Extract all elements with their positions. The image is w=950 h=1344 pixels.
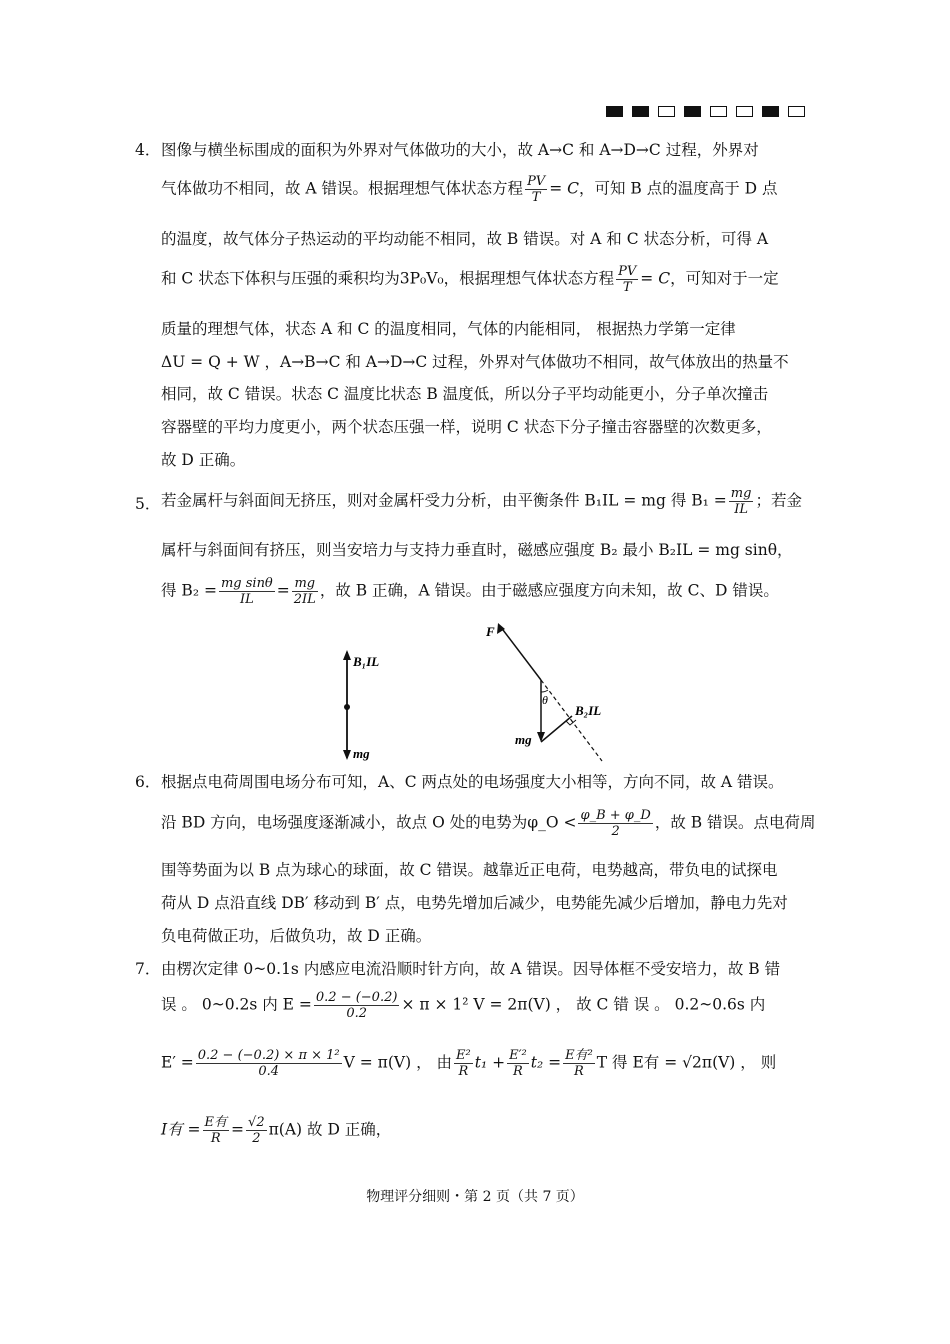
q6-line-2	[161, 808, 816, 839]
mark-2	[632, 106, 649, 117]
q6-line-4: 荷从 D 点沿直线 DB′ 移动到 B′ 点，电势先增加后减少，电势能先减少后增加，静电力先对	[161, 894, 788, 912]
q7-line-4-tail: π(A) 故 D 正确，	[268, 1120, 392, 1139]
q7-f6-num: E有	[204, 1115, 228, 1130]
q5-line-2: 属杆与斜面间有挤压，则当安培力与支持力垂直时，磁感应强度 B₂ 最小 B₂IL = mg sinθ，	[161, 541, 793, 559]
fig1-label-top: B₁IL	[353, 654, 380, 669]
force-diagram-1	[320, 640, 420, 770]
fig1-center-dot	[344, 704, 350, 710]
q4-formula-2	[616, 264, 638, 295]
q7-f4-num: E′²	[509, 1048, 527, 1063]
fig2-b2-line	[541, 716, 572, 742]
mark-1	[606, 106, 623, 117]
q5-line-3-tail: ，故 B 正确，A 错误。由于磁感应强度方向未知，故 C、D 错误。	[319, 581, 779, 600]
q5-formula-b1	[729, 486, 754, 517]
q4-line-2	[161, 174, 778, 205]
fig2-label-b2: B₂IL	[575, 703, 602, 718]
q5-f1-den: IL	[734, 502, 749, 517]
q5-eq: =	[276, 581, 290, 600]
q6-line-2-tail: ，故 B 错误。点电荷周	[654, 813, 816, 832]
q7-number: 7．	[135, 960, 161, 978]
q6-number: 6．	[135, 773, 161, 791]
q5-line-3-text: 得 B₂ =	[161, 581, 217, 600]
fig1-arrow-down	[343, 750, 351, 760]
q7-formula-e2	[196, 1048, 342, 1079]
mark-4	[684, 106, 701, 117]
mark-6	[736, 106, 753, 117]
q7-f7-den: 2	[252, 1131, 261, 1146]
mark-7	[762, 106, 779, 117]
q4-line-1: 图像与横坐标围成的面积为外界对气体做功的大小，故 A→C 和 A→D→C 过程，外界对	[161, 141, 759, 159]
q7-line-1: 由楞次定律 0~0.1s 内感应电流沿顺时针方向，故 A 错误。因导体框不受安培力，故 B 错	[161, 960, 781, 978]
q4-frac2-den: T	[622, 280, 632, 295]
q7-line-3-text: E′ =	[161, 1053, 194, 1072]
q5-line-1-text: 若金属杆与斜面间无挤压，则对金属杆受力分析，由平衡条件 B₁IL = mg 得 B₁ =	[161, 491, 727, 510]
q4-line-7: 相同，故 C 错误。状态 C 温度比状态 B 温度低，所以分子平均动能更小，分子单次撞击	[161, 385, 769, 403]
q7-f3-num: E²	[456, 1048, 471, 1063]
q4-number: 4．	[135, 141, 161, 159]
q4-frac2-num: PV	[618, 264, 637, 279]
mark-3	[658, 106, 675, 117]
q7-line-3	[161, 1048, 776, 1079]
q4-line-3: 的温度，故气体分子热运动的平均动能不相同，故 B 错误。对 A 和 C 状态分析，可得 A	[161, 230, 769, 248]
q7-formula-p2	[507, 1048, 529, 1079]
q6-formula	[578, 808, 652, 839]
mark-8	[788, 106, 805, 117]
q4-line-4-text: 和 C 状态下体积与压强的乘积均为3P₀V₀，根据理想气体状态方程	[161, 269, 615, 288]
q7-formula-p1	[454, 1048, 473, 1079]
fig2-label-theta: θ	[542, 693, 548, 707]
q4-frac2-rhs: = C	[640, 269, 671, 288]
q5-f2-den: IL	[239, 592, 254, 607]
q5-formula-b2b	[292, 576, 318, 607]
q7-line-3-mid: V = π(V) ， 由	[343, 1053, 453, 1072]
q4-line-4-tail: ，可知对于一定	[670, 269, 779, 288]
q7-f2-den: 0.4	[258, 1064, 280, 1079]
q7-line-4	[161, 1115, 391, 1146]
q7-f7-num: √2	[248, 1115, 265, 1130]
q6-frac-den: 2	[611, 824, 620, 839]
q6-line-3: 围等势面为以 B 点为球心的球面，故 C 错误。越靠近正电荷，电势越高，带负电的试探电	[161, 861, 778, 879]
q7-f4-den: R	[513, 1064, 523, 1079]
q4-formula-1	[525, 174, 547, 205]
mark-5	[710, 106, 727, 117]
q6-line-1: 根据点电荷周围电场分布可知，A、C 两点处的电场强度大小相等，方向不同，故 A 错误。	[161, 773, 784, 791]
q7-f5-num: E有²	[565, 1048, 593, 1063]
header-marks	[606, 106, 805, 117]
q4-line-2-tail: ，可知 B 点的温度高于 D 点	[578, 179, 778, 198]
q7-line-2-text: 误 。 0~0.2s 内 E =	[161, 995, 312, 1014]
q7-line-2	[161, 990, 765, 1021]
page-footer: 物理评分细则・第 2 页（共 7 页）	[366, 1189, 584, 1205]
q7-line-4-text: I有 =	[161, 1120, 201, 1139]
fig2-dashed-line	[541, 680, 602, 761]
q5-f2-num: mg sinθ	[220, 576, 273, 591]
q7-t2: t₂ =	[530, 1053, 562, 1072]
force-diagram-2	[480, 618, 630, 768]
q5-f1-num: mg	[730, 486, 752, 501]
q4-line-9: 故 D 正确。	[161, 451, 246, 469]
q6-line-2-text: 沿 BD 方向，电场强度逐渐减小，故点 O 处的电势为φ_O <	[161, 813, 577, 832]
q4-line-6: ΔU = Q + W ，A→B→C 和 A→D→C 过程，外界对气体做功不相同，故气体放出的热量不	[161, 353, 789, 371]
q6-frac-num: φ_B + φ_D	[580, 808, 651, 823]
q5-line-1	[161, 486, 802, 517]
q5-line-1-tail: ；若金	[755, 491, 802, 510]
q7-t1: t₁ +	[474, 1053, 506, 1072]
q7-line-3-tail: T 得 E有 = √2π(V) ， 则	[596, 1053, 777, 1072]
q7-f5-den: R	[574, 1064, 584, 1079]
fig2-label-f: F	[486, 624, 495, 639]
fig1-arrow-up	[343, 650, 351, 660]
q6-line-5: 负电荷做正功，后做负功，故 D 正确。	[161, 927, 432, 945]
q5-line-3	[161, 576, 779, 607]
q4-frac-num: PV	[527, 174, 546, 189]
fig2-f-arrow	[497, 623, 505, 634]
q7-f2-num: 0.2 − (−0.2) × π × 1²	[197, 1048, 340, 1063]
q5-f3-num: mg	[292, 576, 318, 592]
q4-line-4	[161, 264, 779, 295]
q4-line-5: 质量的理想气体，状态 A 和 C 的温度相同，气体的内能相同， 根据热力学第一定律	[161, 320, 736, 338]
q7-formula-e	[314, 990, 400, 1021]
fig2-label-mg: mg	[515, 732, 532, 747]
q7-f6-den: R	[210, 1131, 221, 1146]
q4-line-8: 容器壁的平均力度更小，两个状态压强一样，说明 C 状态下分子撞击容器壁的次数更多，	[161, 418, 772, 436]
q5-formula-b2a	[219, 576, 275, 607]
q7-formula-p3	[563, 1048, 595, 1079]
q7-f1-den: 0.2	[346, 1006, 367, 1021]
q4-line-2-text: 气体做功不相同，故 A 错误。根据理想气体状态方程	[161, 179, 524, 198]
q4-frac-rhs: = C	[549, 179, 579, 198]
q4-frac-den: T	[531, 190, 541, 205]
fig1-label-bottom: mg	[353, 746, 370, 761]
q7-eq: =	[231, 1120, 245, 1139]
fig2-theta-arc	[541, 690, 548, 692]
q7-line-2-tail: × π × 1² V = 2π(V) ， 故 C 错 误 。 0.2~0.6s 内	[401, 995, 766, 1014]
fig2-f-line	[500, 626, 541, 680]
q7-formula-i1	[203, 1115, 230, 1146]
q5-number: 5．	[135, 495, 161, 513]
q7-f1-num: 0.2 − (−0.2)	[315, 990, 398, 1005]
q5-f3-den: 2IL	[293, 592, 316, 607]
q7-f3-den: R	[458, 1064, 469, 1079]
q7-formula-i2	[246, 1115, 267, 1146]
